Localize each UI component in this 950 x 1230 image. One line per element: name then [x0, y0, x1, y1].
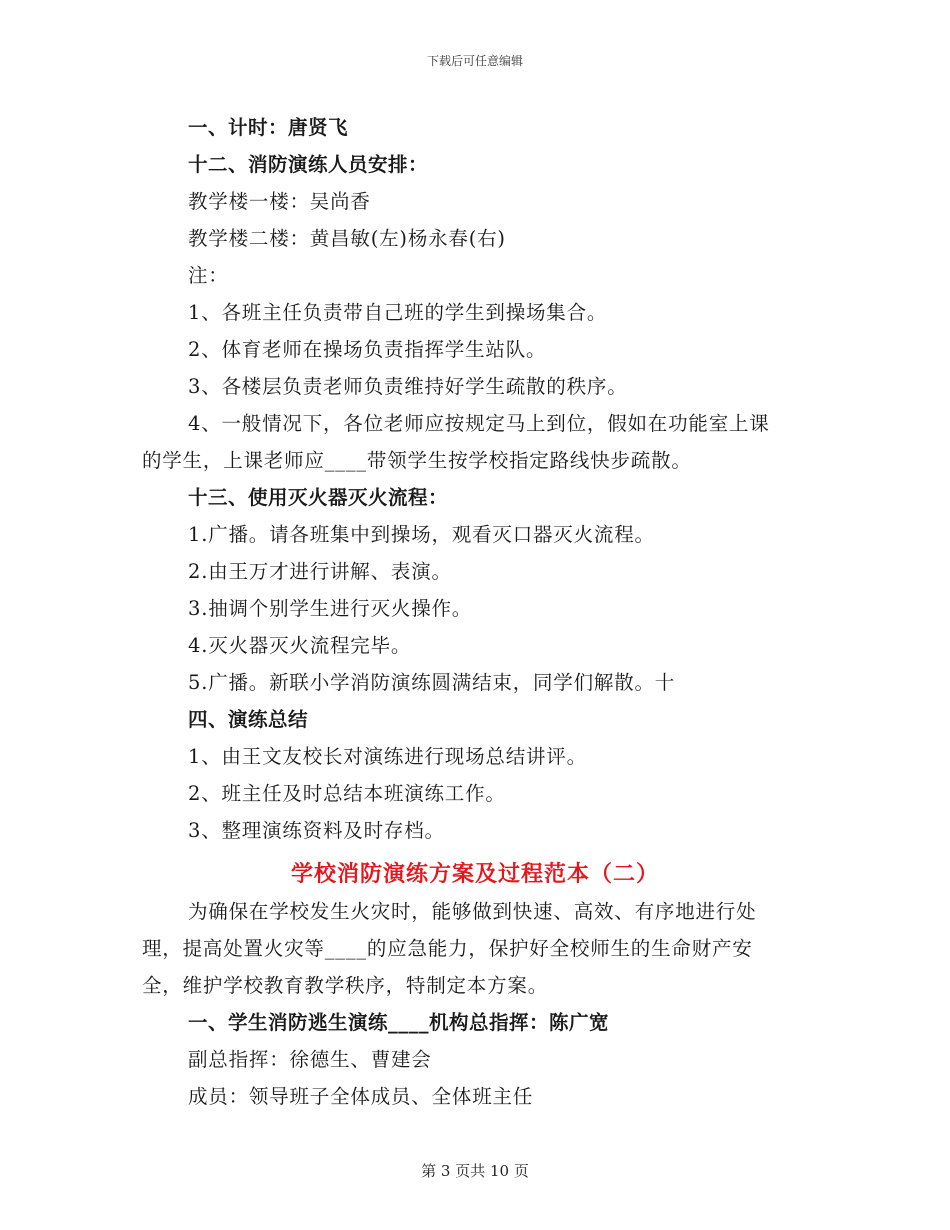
text-line: 5.广播。新联小学消防演练圆满结束，同学们解散。十 [188, 671, 676, 694]
text-line: 1、由王文友校长对演练进行现场总结讲评。 [188, 745, 587, 768]
section-heading-14: 四、演练总结 [188, 708, 309, 731]
text-line: 1.广播。请各班集中到操场，观看灭口器灭火流程。 [188, 523, 655, 546]
text-line: 2.由王万才进行讲解、表演。 [188, 560, 452, 583]
page-footer: 第 3 页共 10 页 [421, 1162, 529, 1180]
text-line: 4、一般情况下，各位老师应按规定马上到位，假如在功能室上课 [188, 412, 770, 435]
text-line: 1、各班主任负责带自己班的学生到操场集合。 [188, 301, 608, 324]
text-line: 成员：领导班子全体成员、全体班主任 [188, 1085, 534, 1108]
text-line: 全，维护学校教育教学秩序，特制定本方案。 [142, 974, 549, 997]
text-line: 4.灭火器灭火流程完毕。 [188, 634, 412, 657]
item-timer: 一、计时：唐贤飞 [188, 116, 349, 139]
text-line: 教学楼二楼：黄昌敏(左)杨永春(右) [188, 227, 506, 250]
text-line: 为确保在学校发生火灾时，能够做到快速、高效、有序地进行处 [188, 900, 757, 923]
text-line: 理，提高处置火灾等____的应急能力，保护好全校师生的生命财产安 [142, 937, 753, 960]
text-line: 的学生，上课老师应____带领学生按学校指定路线快步疏散。 [142, 449, 692, 472]
section-heading-12: 十二、消防演练人员安排： [188, 153, 429, 176]
text-line: 2、班主任及时总结本班演练工作。 [188, 782, 506, 805]
text-line: 3.抽调个别学生进行灭火操作。 [188, 597, 473, 620]
text-line: 3、整理演练资料及时存档。 [188, 819, 445, 842]
section-heading-1: 一、学生消防逃生演练____机构总指挥：陈广宽 [188, 1011, 610, 1034]
text-line: 2、体育老师在操场负责指挥学生站队。 [188, 338, 547, 361]
page-header: 下载后可任意编辑 [426, 54, 523, 68]
section-title: 学校消防演练方案及过程范本（二） [290, 862, 659, 887]
section-heading-13: 十三、使用灭火器灭火流程： [188, 486, 449, 509]
text-line: 注： [188, 264, 229, 287]
text-line: 3、各楼层负责老师负责维持好学生疏散的秩序。 [188, 375, 628, 398]
text-line: 教学楼一楼：吴尚香 [188, 190, 371, 213]
text-line: 副总指挥：徐德生、曹建会 [188, 1048, 432, 1071]
